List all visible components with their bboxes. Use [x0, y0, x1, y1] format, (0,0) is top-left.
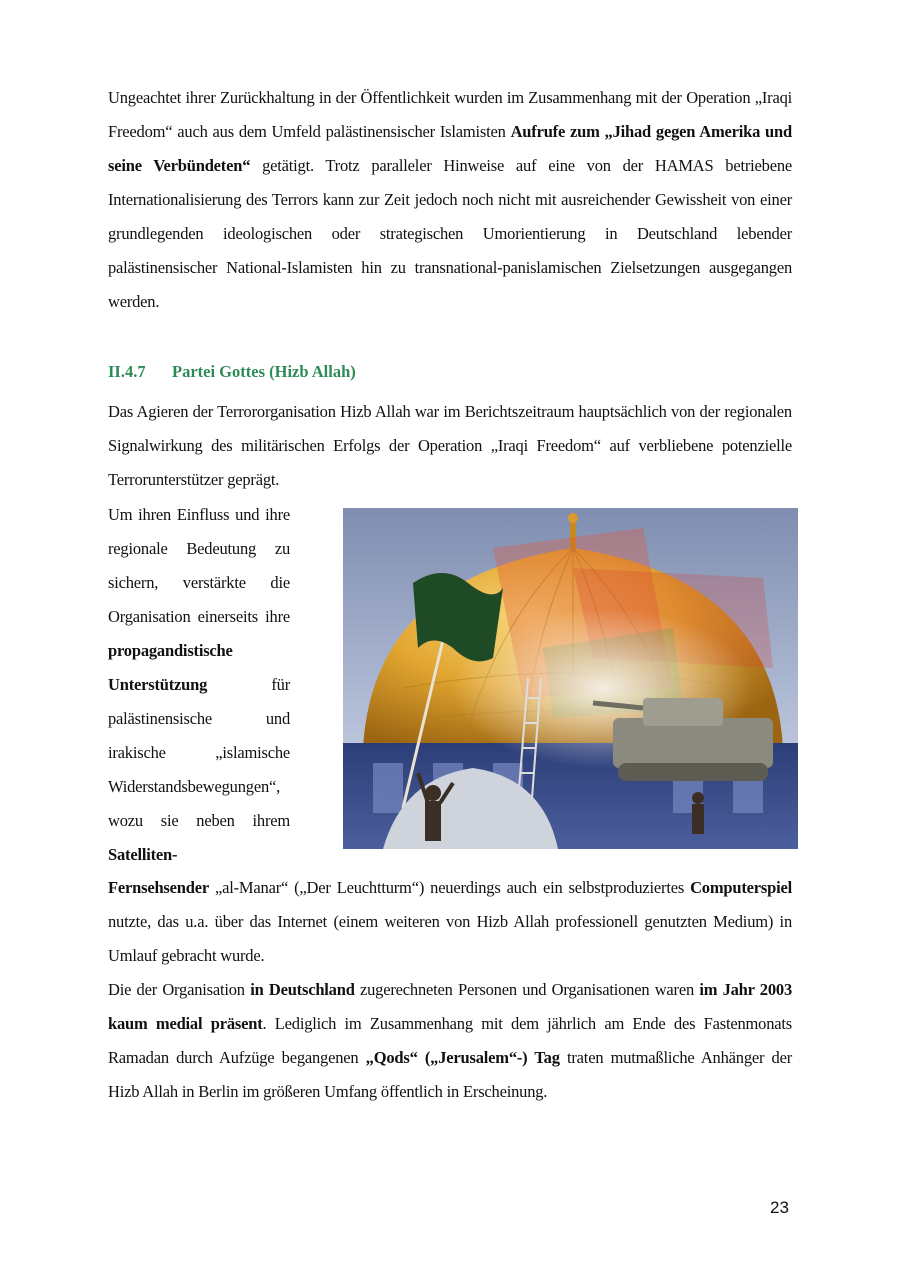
bold-run: Aufrufe zum „Jihad gegen Amerika und seine Verbündeten“: [108, 122, 792, 175]
text-run: für palästinensische und irakische „islamische Widerstandsbewegungen“, wozu sie neben ihrem: [108, 675, 290, 830]
bold-run: Fernsehsender: [108, 878, 209, 897]
text-run: getätigt. Trotz paralleler Hinweise auf eine von der HAMAS betriebene Internationalisierung des Terrors kann zur Zeit jedoch noch nicht mit ausreichender Gewissheit von einer grundlegenden ideologischen oder strategischen Umorientierung in Deutschland lebender palästinensischer National-Islamisten hin zu transnational-panislamischen Zielsetzungen ausgegangen werden.: [108, 156, 792, 311]
section-number: II.4.7: [108, 362, 146, 381]
bold-run: Computerspiel: [690, 878, 792, 897]
paragraph-germany: [108, 973, 792, 1109]
collage-illustration: [343, 508, 798, 849]
text-run: . Lediglich im Zusammenhang mit dem jährlich am Ende des Fastenmonats Ramadan durch Aufzüge begangenen: [108, 1014, 792, 1067]
bold-run: Satelliten-: [108, 845, 178, 864]
paragraph-computer-game: [108, 871, 792, 973]
bold-run: in Deutschland: [250, 980, 355, 999]
text-run: Ungeachtet ihrer Zurückhaltung in der Öffentlichkeit wurden im Zusammenhang mit der Operation „Iraqi Freedom“ auch aus dem Umfeld palästinensischer Islamisten: [108, 88, 792, 141]
bold-run: im Jahr 2003 kaum medial präsent: [108, 980, 792, 1033]
bold-run: „Qods“ („Jerusalem“-) Tag: [365, 1048, 560, 1067]
text-run: Um ihren Einfluss und ihre regionale Bedeutung zu sichern, verstärkte die Organisation einerseits ihre: [108, 505, 290, 626]
paragraph-side-text: [108, 498, 290, 872]
text-run: traten mutmaßliche Anhänger der Hizb Allah in Berlin im größeren Umfang öffentlich in Erscheinung.: [108, 1048, 792, 1101]
section-title: Partei Gottes (Hizb Allah): [172, 362, 356, 381]
text-run: „al-Manar“ („Der Leuchtturm“) neuerdings auch ein selbstproduziertes: [208, 878, 691, 897]
text-run: zugerechneten Personen und Organisationen waren: [354, 980, 700, 999]
text-run: Die der Organisation: [108, 980, 251, 999]
page-number: 23: [770, 1198, 789, 1217]
dome-collage-image: [343, 508, 798, 849]
paragraph-intro: [108, 81, 792, 319]
section-heading: [108, 358, 356, 386]
bold-run: propagandistische Unterstützung: [108, 641, 233, 694]
paragraph-hizb-allah: Das Agieren der Terrororganisation Hizb Allah war im Berichtszeitraum hauptsächlich von der regionalen Signalwirkung des militärischen Erfolgs der Operation „Iraqi Freedom“ auf verbliebene potenzielle Terrorunterstützer geprägt.: [108, 402, 792, 489]
text-run: nutzte, das u.a. über das Internet (einem weiteren von Hizb Allah professionell genutzten Medium) in Umlauf gebracht wurde.: [108, 912, 792, 965]
